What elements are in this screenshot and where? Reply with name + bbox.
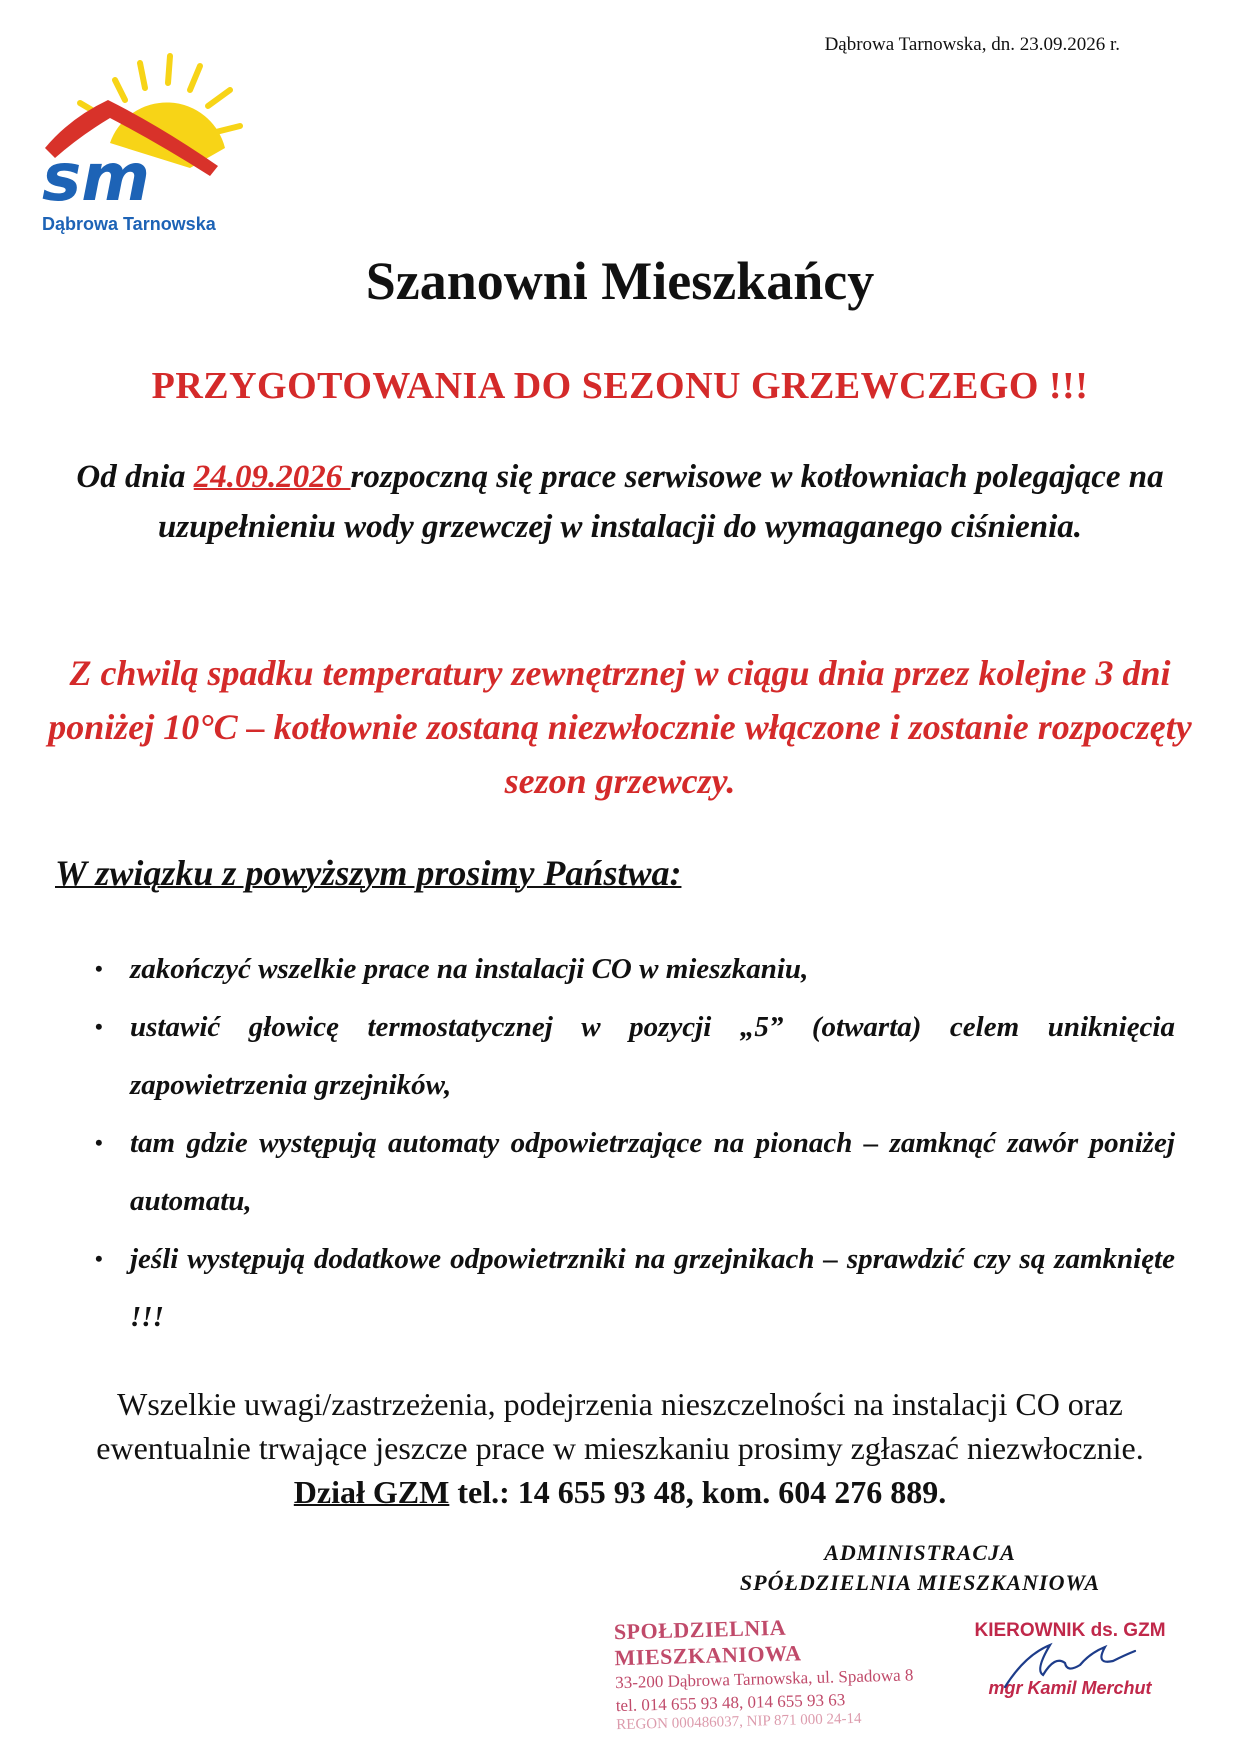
list-item-text: zakończyć wszelkie prace na instalacji CO w mieszkaniu, — [130, 953, 809, 985]
department-name: Dział GZM — [293, 1474, 450, 1510]
service-works-paragraph — [40, 452, 1200, 552]
signature-role: KIEROWNIK ds. GZM — [974, 1620, 1166, 1641]
admin-line-2: SPÓŁDZIELNIA MIESZKANIOWA — [739, 1570, 1101, 1595]
handwritten-signature-icon — [995, 1625, 1145, 1695]
contact-line-1: Wszelkie uwagi/zastrzeżenia, podejrzenia nieszczelności na instalacji CO oraz — [117, 1386, 1123, 1422]
stamp-address: 33-200 Dąbrowa Tarnowska, ul. Spadowa 8 — [614, 1665, 914, 1693]
paragraph1-suffix: rozpoczną się prace serwisowe w kotłowniach polegające na uzupełnieniu wody grzewczej w instalacji do wymaganego ciśnienia. — [157, 459, 1164, 545]
logo-letters: sm — [42, 139, 151, 216]
contact-section — [40, 1382, 1200, 1514]
list-item-text: tam gdzie występują automaty odpowietrzające na pionach – zamknąć zawór poniżej automatu, — [130, 1127, 1175, 1217]
bullet-icon: • — [95, 1014, 103, 1039]
stamp-ids: REGON 000486037, NIP 871 000 24-14 — [616, 1710, 862, 1734]
contact-line-2: ewentualnie trwające jeszcze prace w mieszkaniu prosimy zgłaszać niezwłocznie. — [96, 1430, 1144, 1466]
bullet-icon: • — [95, 1130, 103, 1155]
bullet-icon: • — [95, 956, 103, 981]
cooperative-logo — [40, 48, 250, 248]
cooperative-stamp — [614, 1611, 937, 1734]
page-title: Szanowni Mieszkańcy — [365, 251, 875, 311]
signature-stamp — [970, 1620, 1170, 1699]
list-item-text: jeśli występują dodatkowe odpowietrzniki na grzejnikach – sprawdzić czy są zamknięte !!! — [130, 1243, 1175, 1333]
list-item — [85, 1230, 1175, 1346]
contact-phones — [40, 1470, 1200, 1514]
sun-house-logo-icon — [40, 48, 250, 248]
list-item — [85, 940, 1175, 998]
list-item-text: ustawić głowicę termostatycznej w pozycji „5” (otwarta) celem uniknięcia zapowietrzenia grzejników, — [130, 1011, 1175, 1101]
admin-line-1: ADMINISTRACJA — [824, 1540, 1016, 1565]
stamp-title: SPOŁDZIELNIA MIESZKANIOWA — [613, 1614, 802, 1671]
heating-season-paragraph: Z chwilą spadku temperatury zewnętrznej w ciągu dnia przez kolejne 3 dni poniżej 10°C – kotłownie zostaną niezwłocznie włączone i zostanie rozpoczęty sezon grzewczy. — [48, 653, 1192, 801]
list-item — [85, 998, 1175, 1114]
list-item — [85, 1114, 1175, 1230]
phone-numbers: tel.: 14 655 93 48, kom. 604 276 889. — [449, 1474, 947, 1510]
bullet-icon: • — [95, 1246, 103, 1271]
request-list — [85, 940, 1175, 1346]
document-date: Dąbrowa Tarnowska, dn. 23.09.2026 r. — [824, 34, 1120, 55]
page-subtitle: PRZYGOTOWANIA DO SEZONU GRZEWCZEGO !!! — [151, 365, 1089, 407]
paragraph1-prefix: Od dnia — [76, 459, 194, 495]
logo-caption: Dąbrowa Tarnowska — [42, 214, 216, 234]
start-date: 24.09.2026 — [193, 459, 351, 495]
administration-block — [720, 1538, 1120, 1598]
request-heading: W związku z powyższym prosimy Państwa: — [55, 853, 682, 893]
signature-name: mgr Kamil Merchut — [988, 1678, 1152, 1698]
stamp-phones: tel. 014 655 93 48, 014 655 93 63 — [615, 1690, 846, 1716]
